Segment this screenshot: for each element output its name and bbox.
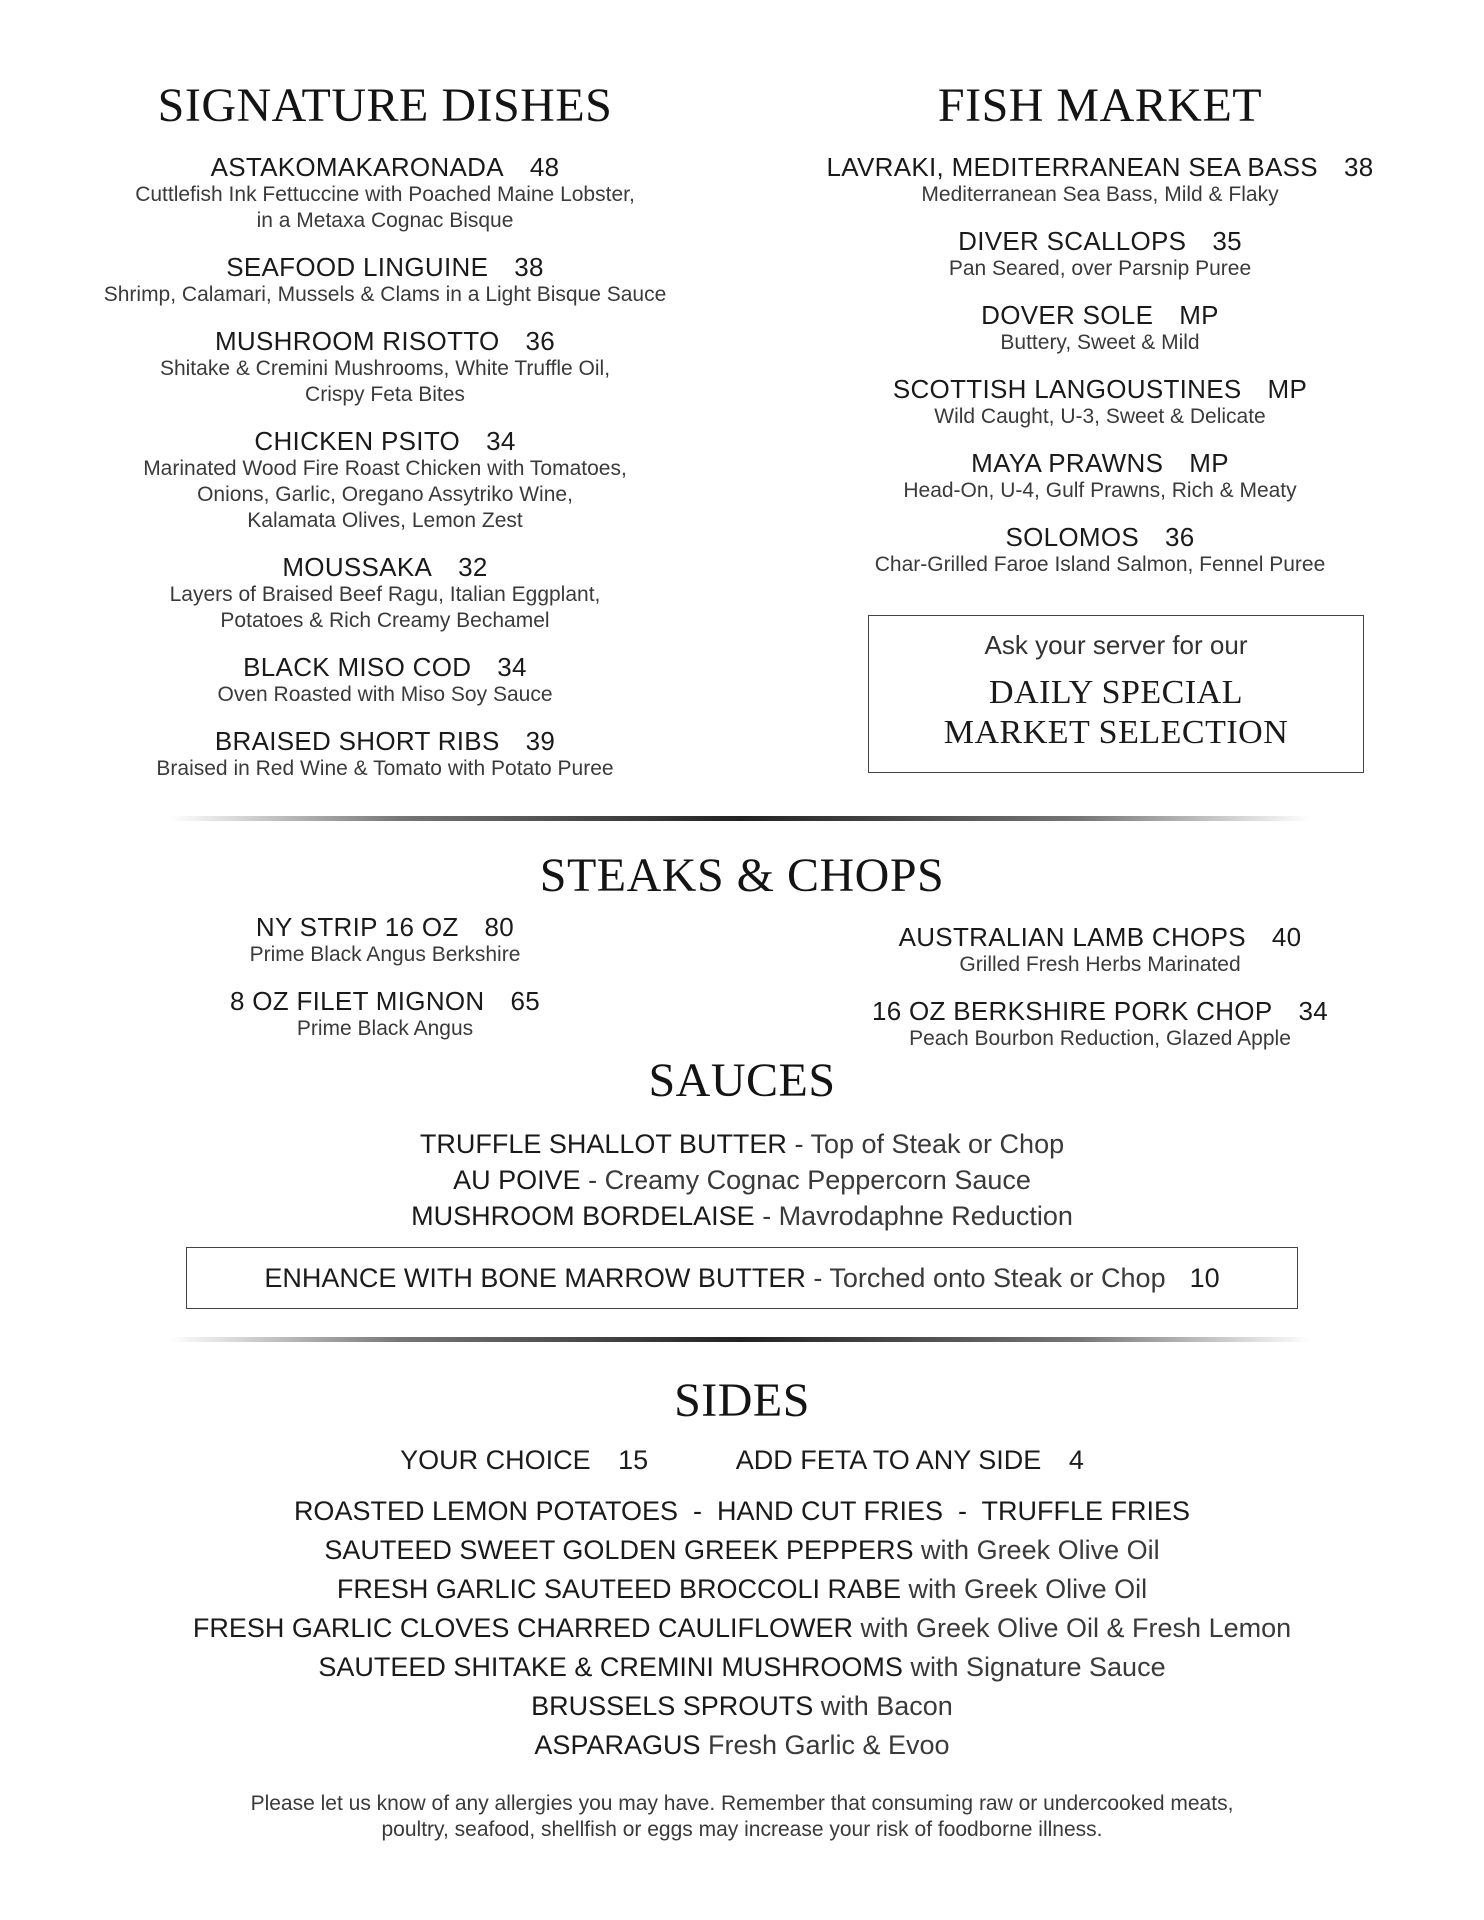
- item-description: Cuttlefish Ink Fettuccine with Poached Maine Lobster,: [135, 183, 635, 206]
- item-price: 65: [510, 986, 541, 1016]
- item-description: Head-On, U-4, Gulf Prawns, Rich & Meaty: [903, 479, 1297, 502]
- menu-item: [800, 374, 1400, 430]
- menu-item: [850, 996, 1350, 1052]
- steaks-right-list: [850, 922, 1350, 1070]
- choice-label: YOUR CHOICE: [400, 1445, 591, 1475]
- side-line-name: SAUTEED SWEET GOLDEN GREEK PEPPERS: [324, 1535, 914, 1565]
- side-line-name: SAUTEED SHITAKE & CREMINI MUSHROOMS: [318, 1652, 903, 1682]
- item-price: 48: [529, 152, 560, 182]
- item-price: 34: [497, 652, 527, 682]
- sides-pricing: [0, 1445, 1484, 1476]
- daily-special-box: [868, 615, 1364, 773]
- item-title: [185, 986, 585, 1016]
- feta-price: 4: [1068, 1445, 1084, 1475]
- menu-item: [850, 922, 1350, 978]
- sauce-line-desc: - Top of Steak or Chop: [786, 1129, 1065, 1159]
- item-description: Oven Roasted with Miso Soy Sauce: [217, 683, 553, 706]
- item-name: AUSTRALIAN LAMB CHOPS: [898, 922, 1246, 952]
- sauce-line: [0, 1126, 1484, 1162]
- item-title: [800, 522, 1400, 552]
- menu-item: [800, 300, 1400, 356]
- enhance-desc: - Torched onto Steak or Chop: [805, 1263, 1166, 1293]
- item-price: 34: [486, 426, 516, 456]
- side-line: [0, 1570, 1484, 1609]
- item-title: [800, 374, 1400, 404]
- item-description: Layers of Braised Beef Ragu, Italian Eggplant,: [169, 583, 601, 606]
- sides-heading: SIDES: [674, 1374, 810, 1427]
- item-price: 36: [1165, 522, 1195, 552]
- menu-item: [70, 726, 700, 782]
- sauce-line-desc: - Creamy Cognac Peppercorn Sauce: [580, 1165, 1031, 1195]
- sauce-line: [0, 1198, 1484, 1234]
- side-line-name: FRESH GARLIC CLOVES CHARRED CAULIFLOWER: [192, 1613, 853, 1643]
- sauces-heading: SAUCES: [648, 1054, 836, 1107]
- item-description: Pan Seared, over Parsnip Puree: [948, 257, 1252, 280]
- item-price: MP: [1179, 300, 1219, 330]
- item-title: [850, 922, 1350, 952]
- menu-item: [185, 986, 585, 1042]
- allergy-disclaimer: [0, 1791, 1484, 1843]
- menu-item: [800, 226, 1400, 282]
- section-divider-2: [170, 1337, 1310, 1342]
- side-line-name: FRESH GARLIC SAUTEED BROCCOLI RABE: [336, 1574, 902, 1604]
- item-price: 36: [525, 326, 556, 356]
- sauce-line-desc: - Mavrodaphne Reduction: [754, 1201, 1073, 1231]
- item-price: 34: [1298, 996, 1328, 1026]
- item-price: 80: [484, 912, 515, 942]
- item-name: DIVER SCALLOPS: [958, 226, 1187, 256]
- item-title: [800, 152, 1400, 182]
- item-description: Char-Grilled Faroe Island Salmon, Fennel Puree: [874, 553, 1326, 576]
- side-line: [0, 1609, 1484, 1648]
- fish-heading: FISH MARKET: [937, 79, 1263, 132]
- menu-item: [185, 912, 585, 968]
- item-name: NY STRIP 16 OZ: [255, 912, 459, 942]
- item-title: [70, 726, 700, 756]
- side-line: [0, 1492, 1484, 1531]
- item-name: 8 OZ FILET MIGNON: [229, 986, 485, 1016]
- item-name: BLACK MISO COD: [243, 652, 472, 682]
- side-line: [0, 1726, 1484, 1765]
- item-title: [70, 426, 700, 456]
- item-name: SEAFOOD LINGUINE: [226, 252, 489, 282]
- item-title: [70, 252, 700, 282]
- item-price: 39: [525, 726, 556, 756]
- side-line-desc: with Signature Sauce: [902, 1652, 1166, 1682]
- steaks-left-list: [185, 912, 585, 1060]
- side-line: [0, 1687, 1484, 1726]
- item-price: 35: [1212, 226, 1242, 256]
- menu-item: [70, 326, 700, 408]
- enhance-name: ENHANCE WITH BONE MARROW BUTTER: [264, 1263, 806, 1293]
- item-description: Onions, Garlic, Oregano Assytriko Wine,: [197, 483, 573, 506]
- sauce-line: [0, 1162, 1484, 1198]
- item-title: [850, 996, 1350, 1026]
- menu-item: [70, 426, 700, 534]
- item-name: ASTAKOMAKARONADA: [210, 152, 504, 182]
- sauces-list: [0, 1126, 1484, 1234]
- sides-list: [0, 1492, 1484, 1765]
- side-line-name: ASPARAGUS: [534, 1730, 701, 1760]
- item-description: Mediterranean Sea Bass, Mild & Flaky: [921, 183, 1279, 206]
- item-price: 38: [514, 252, 544, 282]
- signature-heading: SIGNATURE DISHES: [157, 79, 613, 132]
- side-line-desc: with Bacon: [813, 1691, 953, 1721]
- enhance-box: [186, 1247, 1298, 1309]
- item-name: BRAISED SHORT RIBS: [214, 726, 500, 756]
- menu-item: [70, 652, 700, 708]
- item-description: Potatoes & Rich Creamy Bechamel: [220, 609, 550, 632]
- item-name: MAYA PRAWNS: [971, 448, 1164, 478]
- item-name: SOLOMOS: [1005, 522, 1140, 552]
- sauce-line-name: TRUFFLE SHALLOT BUTTER: [419, 1129, 787, 1159]
- item-description: Shrimp, Calamari, Mussels & Clams in a Light Bisque Sauce: [103, 283, 667, 306]
- item-description: Kalamata Olives, Lemon Zest: [247, 509, 523, 532]
- sauce-line-name: MUSHROOM BORDELAISE: [411, 1201, 755, 1231]
- item-description: Buttery, Sweet & Mild: [1000, 331, 1200, 354]
- item-price: MP: [1189, 448, 1229, 478]
- item-description: Prime Black Angus: [296, 1017, 474, 1040]
- item-title: [70, 552, 700, 582]
- side-line-name: BRUSSELS SPROUTS: [531, 1691, 814, 1721]
- item-description: Shitake & Cremini Mushrooms, White Truffle Oil,: [159, 357, 611, 380]
- steaks-heading: STEAKS & CHOPS: [539, 849, 945, 902]
- menu-item: [70, 252, 700, 308]
- menu-item: [70, 152, 700, 234]
- fish-list: [800, 152, 1400, 596]
- sauce-line-name: AU POIVE: [453, 1165, 581, 1195]
- side-line-desc: with Greek Olive Oil: [901, 1574, 1148, 1604]
- item-title: [800, 226, 1400, 256]
- item-title: [800, 448, 1400, 478]
- feta-label: ADD FETA TO ANY SIDE: [735, 1445, 1042, 1475]
- item-title: [800, 300, 1400, 330]
- item-price: MP: [1267, 374, 1308, 404]
- menu-item: [800, 522, 1400, 578]
- section-divider-1: [170, 816, 1310, 821]
- menu-item: [800, 152, 1400, 208]
- item-price: 40: [1271, 922, 1302, 952]
- disclaimer-line-1: Please let us know of any allergies you may have. Remember that consuming raw or undercooked meats,: [250, 1792, 1234, 1815]
- item-description: Marinated Wood Fire Roast Chicken with Tomatoes,: [143, 457, 627, 480]
- item-description: Crispy Feta Bites: [305, 383, 465, 406]
- item-price: 32: [458, 552, 488, 582]
- item-title: [70, 652, 700, 682]
- special-intro: Ask your server for our: [984, 630, 1248, 660]
- item-description: Wild Caught, U-3, Sweet & Delicate: [934, 405, 1266, 428]
- side-line-desc: with Greek Olive Oil: [913, 1535, 1160, 1565]
- menu-item: [70, 552, 700, 634]
- item-name: DOVER SOLE: [981, 300, 1154, 330]
- item-description: Prime Black Angus Berkshire: [249, 943, 521, 966]
- item-price: 38: [1343, 152, 1374, 182]
- item-name: MOUSSAKA: [282, 552, 433, 582]
- signature-list: [70, 152, 700, 800]
- side-line-name: ROASTED LEMON POTATOES - HAND CUT FRIES - TRUFFLE FRIES: [293, 1496, 1191, 1526]
- item-description: in a Metaxa Cognac Bisque: [256, 209, 514, 232]
- item-name: CHICKEN PSITO: [254, 426, 461, 456]
- side-line-desc: Fresh Garlic & Evoo: [700, 1730, 950, 1760]
- side-line-desc: with Greek Olive Oil & Fresh Lemon: [852, 1613, 1292, 1643]
- side-line: [0, 1531, 1484, 1570]
- item-description: Grilled Fresh Herbs Marinated: [959, 953, 1241, 976]
- disclaimer-line-2: poultry, seafood, shellfish or eggs may increase your risk of foodborne illness.: [381, 1818, 1103, 1841]
- market-selection-label: MARKET SELECTION: [943, 714, 1289, 751]
- menu-item: [800, 448, 1400, 504]
- item-title: [185, 912, 585, 942]
- side-line: [0, 1648, 1484, 1687]
- item-name: 16 OZ BERKSHIRE PORK CHOP: [871, 996, 1273, 1026]
- enhance-price: 10: [1189, 1263, 1220, 1293]
- item-title: [70, 326, 700, 356]
- item-description: Braised in Red Wine & Tomato with Potato Puree: [156, 757, 614, 780]
- daily-special-label: DAILY SPECIAL: [989, 674, 1243, 711]
- choice-price: 15: [618, 1445, 649, 1475]
- item-description: Peach Bourbon Reduction, Glazed Apple: [909, 1027, 1291, 1050]
- item-name: SCOTTISH LANGOUSTINES: [892, 374, 1242, 404]
- item-name: LAVRAKI, MEDITERRANEAN SEA BASS: [826, 152, 1318, 182]
- item-title: [70, 152, 700, 182]
- item-name: MUSHROOM RISOTTO: [214, 326, 500, 356]
